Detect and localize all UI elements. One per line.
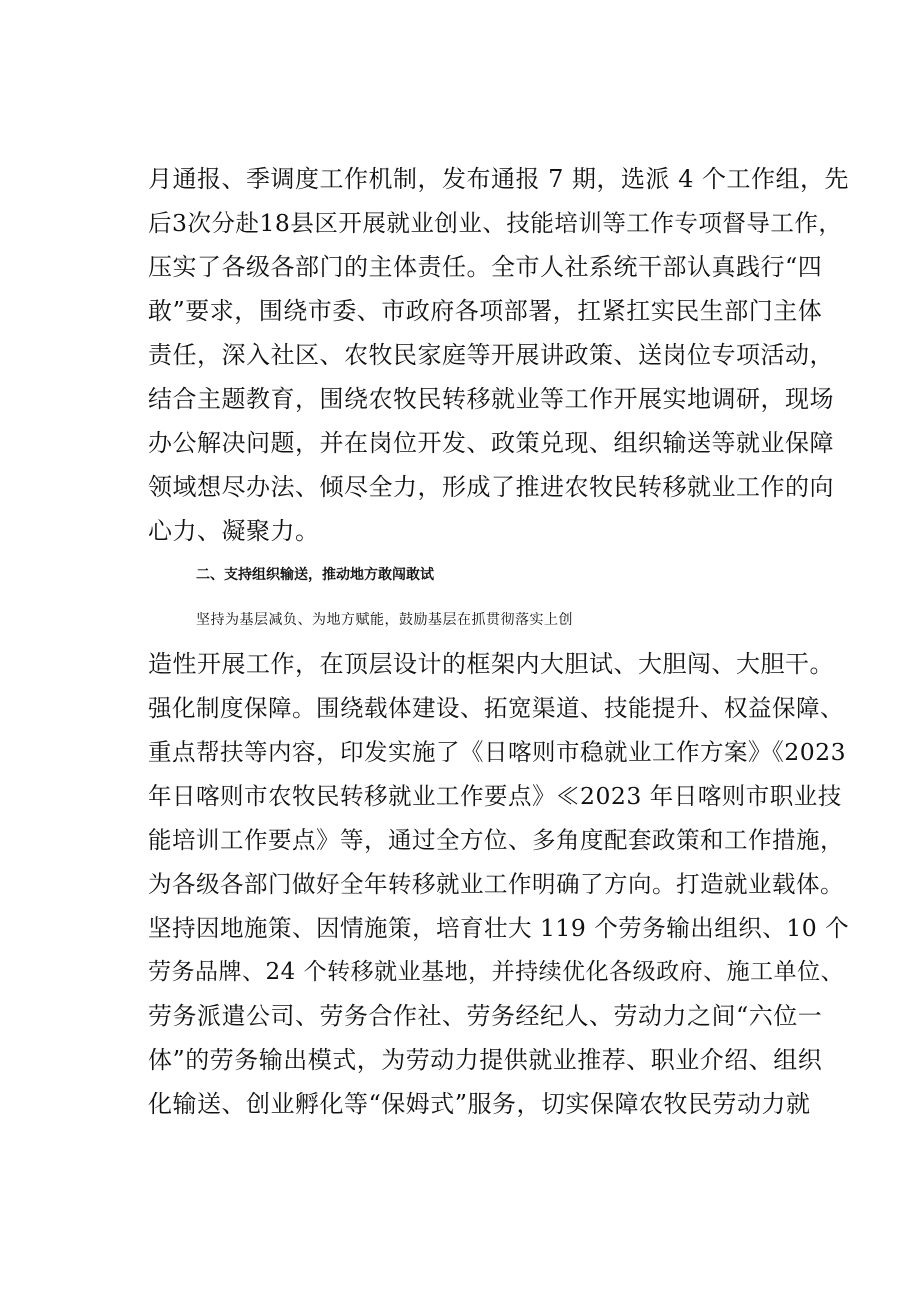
paragraph-2-line-12: 化输送、创业孵化等“保姆式”服务，切实保障农牧民劳动力就	[148, 1090, 811, 1118]
paragraph-2-line-9: 劳务品牌、24 个转移就业基地，并持续优化各级政府、施工单位、	[148, 959, 845, 985]
paragraph-1-line-7: 办公解决问题，并在岗位开发、政策兑现、组织输送等就业保障	[148, 429, 834, 457]
paragraph-2-line-10: 劳务派遣公司、劳务合作社、劳务经纪人、劳动力之间“六位一	[148, 1002, 823, 1030]
section-heading: 二、支持组织输送，推动地方敢闯敢试	[196, 567, 434, 583]
paragraph-2-line-3: 强化制度保障。围绕载体建设、拓宽渠道、技能提升、权益保障、	[148, 694, 844, 722]
paragraph-2-line-5: 年日喀则市农牧民转移就业工作要点》≪2023 年日喀则市职业技	[148, 782, 842, 810]
paragraph-1-line-8: 领域想尽办法、倾尽全力，形成了推进农牧民转移就业工作的向	[148, 473, 834, 501]
paragraph-1-line-2: 后3次分赴18县区开展就业创业、技能培训等工作专项督导工作，	[148, 209, 843, 237]
paragraph-2-line-7: 为各级各部门做好全年转移就业工作明确了方向。打造就业载体。	[148, 870, 844, 898]
paragraph-2-line-8: 坚持因地施策、因情施策，培育壮大 119 个劳务输出组织、10 个	[148, 914, 850, 942]
paragraph-1-line-5: 责任，深入社区、农牧民家庭等开展讲政策、送岗位专项活动，	[148, 341, 834, 369]
paragraph-2-line-1: 坚持为基层减负、为地方赋能，鼓励基层在抓贯彻落实上创	[196, 612, 573, 628]
paragraph-1-line-6: 结合主题教育，围绕农牧民转移就业等工作开展实地调研，现场	[148, 385, 834, 413]
paragraph-2-line-6: 能培训工作要点》等，通过全方位、多角度配套政策和工作措施，	[148, 826, 844, 854]
paragraph-2-line-11: 体”的劳务输出模式，为劳动力提供就业推荐、职业介绍、组织	[148, 1046, 823, 1074]
paragraph-1-line-9: 心力、凝聚力。	[148, 517, 320, 545]
paragraph-1-line-1: 月通报、季调度工作机制，发布通报 7 期，选派 4 个工作组，先	[148, 165, 850, 193]
paragraph-1-line-3: 压实了各级各部门的主体责任。全市人社系统干部认真践行“四	[148, 253, 823, 281]
paragraph-2-line-2: 造性开展工作，在顶层设计的框架内大胆试、大胆闯、大胆干。	[148, 650, 834, 678]
paragraph-1-line-4: 敢”要求，围绕市委、市政府各项部署，扛紧扛实民生部门主体	[148, 297, 823, 325]
paragraph-2-line-4: 重点帮扶等内容，印发实施了《日喀则市稳就业工作方案》《2023	[148, 738, 847, 766]
